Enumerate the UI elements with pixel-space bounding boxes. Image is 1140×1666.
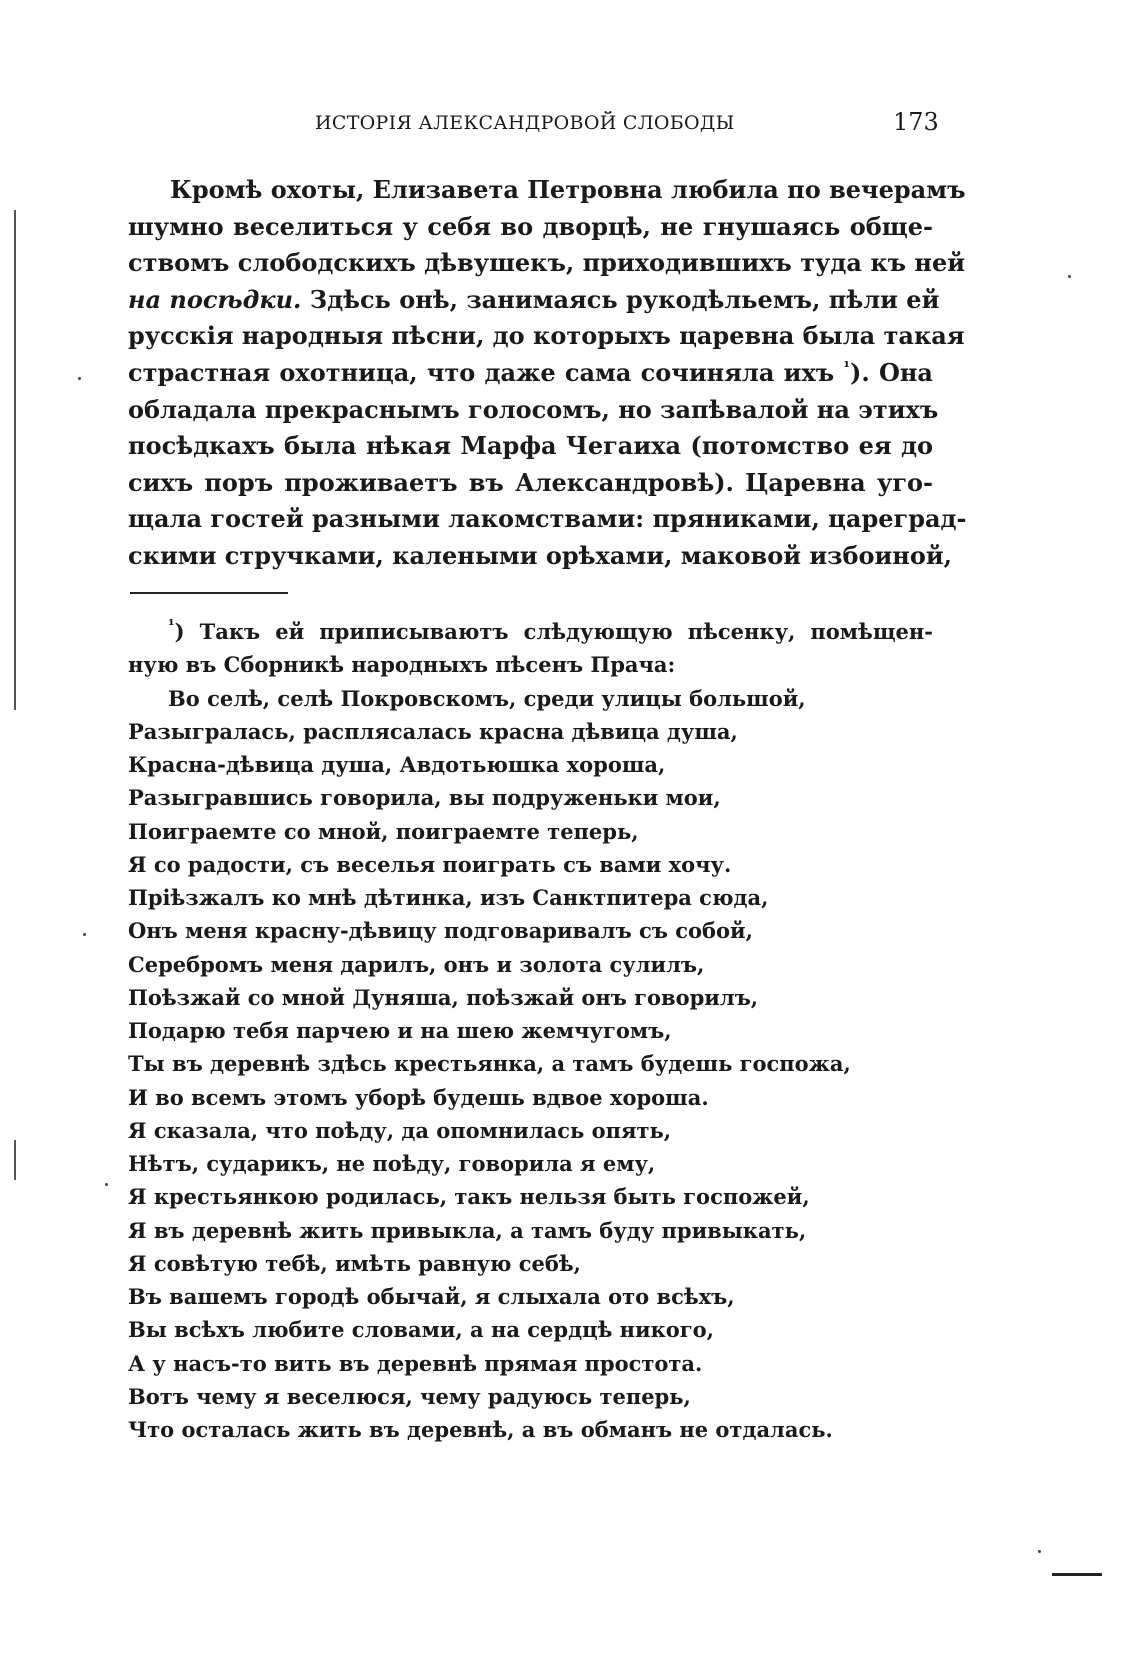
scan-speck [78,377,81,380]
verse-line: И во всемъ этомъ уборѣ будешь вдвое хороша. [128,1084,709,1110]
text-line: посѣдкахъ была нѣкая Марфа Чегаиха (потомство ея до [128,431,933,461]
text-line: шумно веселиться у себя во дворцѣ, не гнушаясь обще- [128,211,933,241]
verse-line: Что осталась жить въ деревнѣ, а въ обманъ не отдалась. [128,1417,833,1443]
verse-line: Разыгралась, расплясалась красна дѣвица душа, [128,718,738,744]
verse-line: Я крестьянкою родилась, такъ нельзя быть госпожей, [128,1184,810,1210]
footnote-marker: ¹ [168,616,175,634]
verse-line: Онъ меня красну-дѣвицу подговаривалъ съ собой, [128,918,753,944]
text-segment: страстная охотница, что даже сама сочиняла ихъ [128,357,835,387]
text-segment: ). Она [850,357,933,387]
text-line: Кромѣ охоты, Елизавета Петровна любила по вечерамъ [170,175,966,204]
text-line: ствомъ слободскихъ дѣвушекъ, приходившихъ туда къ ней [128,248,966,278]
verse-line: Я сказала, что поѣду, да опомнилась опять, [128,1117,672,1143]
verse-line: Поиграемте со мной, поиграемте теперь, [128,818,639,844]
verse-line: Ты въ деревнѣ здѣсь крестьянка, а тамъ будешь госпожа, [128,1051,851,1077]
scan-speck [1068,275,1071,278]
text-line: щала гостей разными лакомствами: пряниками, цареград- [128,504,967,534]
verse-line: Подарю тебя парчею и на шею жемчугомъ, [128,1018,672,1044]
verse-line: Я въ деревнѣ жить привыкла, а тамъ буду привыкать, [128,1217,807,1243]
scan-speck [105,1183,108,1186]
verse-line: Я со радости, съ веселья поиграть съ вами хочу. [128,851,732,877]
verse-line: Пріѣзжалъ ко мнѣ дѣтинка, изъ Санктпитера сюда, [128,885,769,911]
footnote [128,615,933,1446]
main-paragraph [128,172,967,575]
verse-line: Нѣтъ, сударикъ, не поѣду, говорила я ему, [128,1151,656,1177]
verse-line: Я совѣтую тебѣ, имѣть равную себѣ, [128,1250,581,1276]
verse-line: А у насъ-то вить въ деревнѣ прямая простота. [128,1350,703,1376]
text-segment: Здѣсь онѣ, занимаясь рукодѣльемъ, пѣли ей [309,284,940,314]
scan-dash-mark [1052,1573,1102,1576]
footnote-divider [130,592,288,594]
verse-line: Вотъ чему я веселюся, чему радуюсь теперь, [128,1383,691,1409]
verse-line: Поѣзжай со мной Дуняша, поѣзжай онъ говорилъ, [128,984,759,1010]
verse-line: Во селѣ, селѣ Покровскомъ, среди улицы большой, [168,685,806,711]
scan-speck [1038,1550,1041,1553]
footnote-reference: ¹ [843,357,850,376]
scan-speck [83,933,86,936]
text-line: обладала прекраснымъ голосомъ, но запѣвалой на этихъ [128,394,939,424]
footnote-line [128,615,933,648]
text-line: сихъ поръ проживаетъ въ Александровѣ). Царевна уго- [128,467,933,497]
verse-line: Красна-дѣвица душа, Авдотьюшка хороша, [128,752,666,778]
verse-line: Разыгравшись говорила, вы подруженьки мои, [128,785,721,811]
page-number: 173 [893,108,939,136]
scan-edge-mark [14,1140,16,1180]
verse [128,682,933,1447]
text-line [128,355,933,392]
italic-phrase: на посѣдки. [128,284,302,314]
verse-line: Въ вашемъ городѣ обычай, я слыхала ото всѣхъ, [128,1284,735,1310]
text-line: русскія народныя пѣсни, до которыхъ царевна была такая [128,321,965,351]
text-line: скими стручками, калеными орѣхами, маковой избоиной, [128,540,953,570]
scan-edge-mark [14,210,16,710]
footnote-line: ную въ Сборникѣ народныхъ пѣсенъ Прача: [128,652,676,678]
text-segment: ) Такъ ей приписываютъ слѣдующую пѣсенку, помѣщен- [174,619,933,644]
running-title: ИСТОРІЯ АЛЕКСАНДРОВОЙ СЛОБОДЫ [315,112,735,134]
verse-line: Вы всѣхъ любите словами, а на сердцѣ никого, [128,1317,714,1343]
text-line [128,282,940,319]
verse-line: Серебромъ меня дарилъ, онъ и золота сулилъ, [128,951,705,977]
